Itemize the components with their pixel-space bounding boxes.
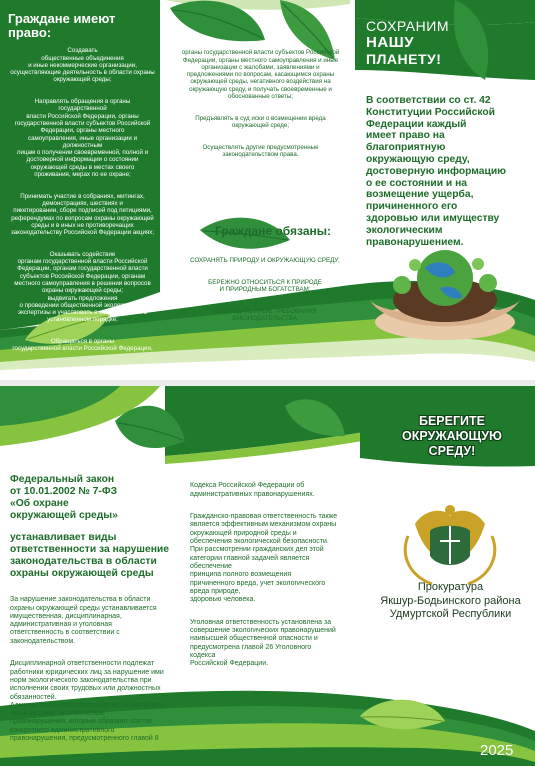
duties-item: СОХРАНЯТЬ ПРИРОДУ И ОКРУЖАЮЩУЮ СРЕДУ; [190, 257, 340, 265]
mid-paragraphs [190, 474, 360, 683]
law-paragraphs [10, 588, 180, 758]
prosecutor-name: Прокуратура Якшур-Бодьинского района Удмуртской Республики [380, 581, 521, 620]
rights-item: Создавать общественные объединения и иные некоммерческие организации, осуществляющие деятельность в области охраны окружающей среды; [10, 47, 155, 84]
rights-item: органы государственной власти субъектов Российской Федерации, органы местного самоуправления и иные организации с жалобами, заявлениями и предложениями по вопросам, касающимся охраны окружающей среды, негативного воздействия на окружающую среду, и получать своевременные и обоснованные ответы; [181, 49, 340, 101]
year-label: 2025 [480, 742, 514, 759]
save-line-2: НАШУ [366, 34, 415, 51]
duties-list [185, 250, 345, 337]
save-line-3: ПЛАНЕТУ! [366, 51, 442, 67]
brochure-top-sheet [0, 0, 535, 380]
rights-item: Принимать участие в собраниях, митингах, демонстрациях, шествиях и пикетировании, сборе подписей под петициями, референдумах по вопросам охраны окружающей среды и в иных не противоречащих законодательству Российской Федерации акциях; [10, 192, 155, 237]
rights-column-2 [178, 42, 343, 172]
mid-paragraph: Гражданско-правовая ответственность также является эффективным механизмом охраны окружающей природной среды и обеспечения экологической безопасности. При рассмотрении гражданских дел этой категории главной задачей является обеспечение принципа полного возмещения причиненного вреда, учет экологического вреда природе, здоровью человека. [190, 513, 338, 604]
mid-paragraph: Уголовная ответственность установлена за совершение экологических правонарушений наивысшей общественной опасности и предусмотрена главой 26 Уголовного кодекса Российской Федерации. [190, 618, 336, 668]
rights-column-1 [10, 40, 155, 367]
rights-item: Обращаться в органы государственной власти Российской Федерации, [12, 337, 153, 353]
care-title: БЕРЕГИТЕ ОКРУЖАЮЩУЮ СРЕДУ! [402, 414, 502, 458]
law-paragraph: Дисциплинарной ответственности подлежат работники юридических лиц за нарушение ими норм экологического законодательства при исполнении своих трудовых или должностных обязанностей. Административная ответственность наступает лишь за такие экологические правонарушения, которые образуют состав конкретного административного правонарушения, предусмотренного главой 8 [10, 660, 164, 743]
rights-item: Предъявлять в суд иски о возмещении вреда окружающей среде; [195, 114, 326, 129]
mid-paragraph: Кодекса Российской Федерации об административных правонарушениях. [190, 482, 315, 498]
rights-heading: Граждане имеют право: [8, 11, 116, 40]
constitution-text: В соответствии со ст. 42 Конституции Российской Федерации каждый имеет право на благоприятную окружающую среду, достоверную информацию о ее состоянии и на возмещение ущерба, причиненного его здоровью или имуществу экологическим правонарушением. [366, 95, 506, 248]
rights-item: Оказывать содействие органам государственной власти Российской Федерации, органам государственной власти субъектов Российской Федерации, органам местного самоуправления в решении вопросов охраны окружающей среды; выдвигать предложения о проведении общественной экологической экспертизы и участвовать в ее проведении в установленном порядке; [14, 250, 151, 324]
law-paragraph: За нарушение законодательства в области охраны окружающей среды устанавливается имущественная, дисциплинарная, административная и уголовная ответственность в соответствии с законодательством. [10, 596, 157, 645]
prosecutor-emblem-icon [405, 505, 494, 584]
rights-item: Направлять обращения в органы государственной власти Российской Федерации, органы государственной власти субъектов Российской Федерации, органы местного самоуправления, иные организации и должностным лицам о получении своевременной, полной и достоверной информации о состоянии окружающей среды в местах своего проживания, мерах по ее охране; [14, 98, 151, 179]
brochure-bottom-sheet [0, 386, 535, 766]
law-title: Федеральный закон от 10.01.2002 № 7-ФЗ «Об охране окружающей среды» [10, 474, 118, 521]
rights-item: Осуществлять другие предусмотренные законодательством права. [202, 143, 319, 158]
duties-heading: Граждане обязаны: [215, 224, 331, 238]
law-subtitle: устанавливает виды ответственности за нарушение законодательства в области охраны окружающей среды [10, 532, 169, 579]
duties-item: СОБЛЮДАТЬ ИНЫЕ ТРЕБОВАНИЯ ЗАКОНОДАТЕЛЬСТВА. [213, 307, 317, 323]
duties-item: БЕРЕЖНО ОТНОСИТЬСЯ К ПРИРОДЕ И ПРИРОДНЫМ БОГАТСТВАМ; [208, 278, 322, 294]
save-line-1: СОХРАНИМ [366, 18, 449, 34]
